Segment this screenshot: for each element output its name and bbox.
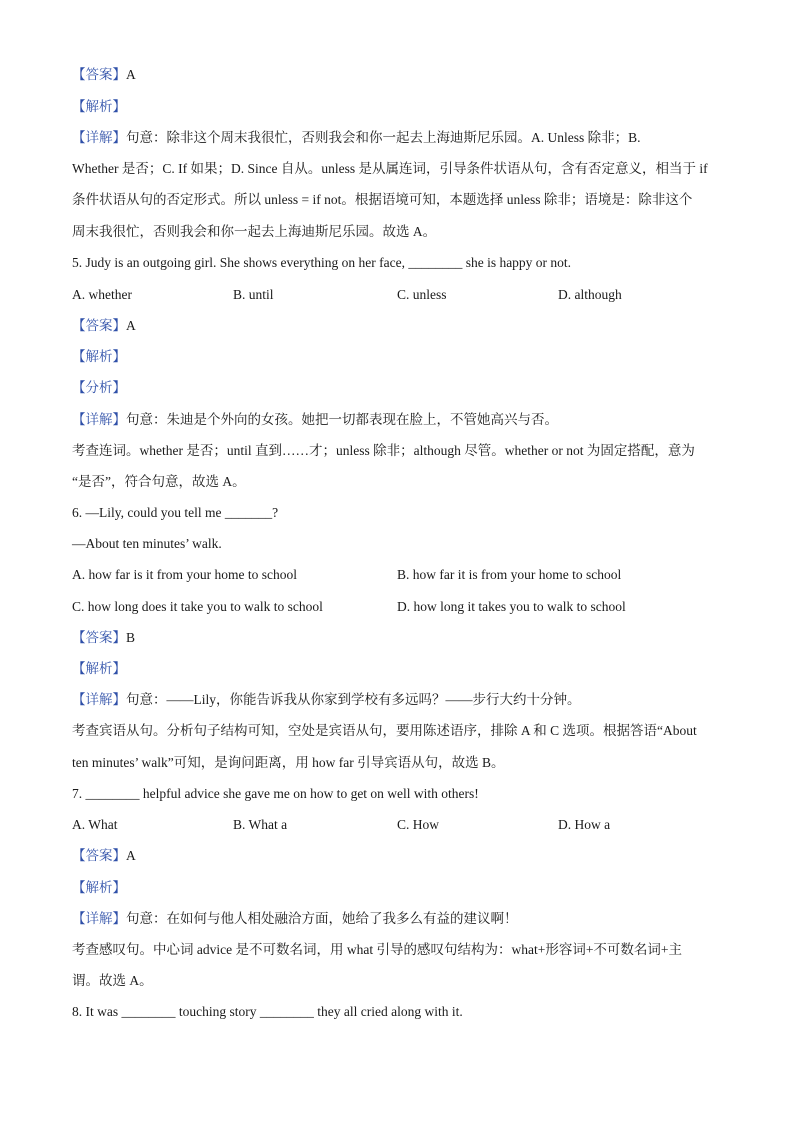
q7-option-d: D. How a [558,817,611,832]
answer-tag: 【答案】 [72,630,126,645]
q7-option-c: C. How [397,817,440,832]
q7-stem: 7. ________ helpful advice she gave me on how to get on well with others! [72,786,479,801]
q5-option-c: C. unless [397,287,447,302]
q7-analysis-tag [72,878,126,898]
q4-detail-line-4: 周末我很忙，否则我会和你一起去上海迪斯尼乐园。故选 A。 [72,224,437,239]
analysis-tag: 【解析】 [72,349,126,364]
q7-option-b: B. What a [233,817,288,832]
answer-value: B [126,630,136,645]
detail-tag: 【详解】 [72,692,126,707]
detail-text: 句意：朱迪是个外向的女孩。她把一切都表现在脸上，不管她高兴与否。 [126,412,558,427]
analysis-tag: 【解析】 [72,99,126,114]
q4-detail-line-2: Whether 是否；C. If 如果；D. Since 自从。unless 是从属连词，引导条件状语从句，含有否定意义，相当于 if [72,161,708,176]
q6-detail-line-1 [72,690,581,710]
q6-option-d: D. how long it takes you to walk to school [397,599,626,614]
q4-detail-line-1 [72,128,641,148]
q5-fenxi-tag [72,378,126,398]
answer-value: A [126,67,136,82]
q5-answer [72,316,136,336]
q6-answer [72,628,135,648]
q4-answer [72,65,136,85]
detail-tag: 【详解】 [72,412,126,427]
answer-tag: 【答案】 [72,848,126,863]
q7-detail-line-2: 考查感叹句。中心词 advice 是不可数名词，用 what 引导的感叹句结构为：what+形容词+不可数名词+主 [72,942,683,957]
q6-analysis-tag [72,659,126,679]
q6-stem: 6. —Lily, could you tell me _______? [72,505,279,520]
answer-tag: 【答案】 [72,67,126,82]
q6-reply: —About ten minutes’ walk. [72,536,222,551]
q4-analysis-tag [72,97,126,117]
q5-detail-line-2: 考查连词。whether 是否；until 直到……才；unless 除非；although 尽管。whether or not 为固定搭配，意为 [72,443,695,458]
q5-detail-line-3: “是否”，符合句意，故选 A。 [72,474,246,489]
q6-detail-line-2: 考查宾语从句。分析句子结构可知，空处是宾语从句，要用陈述语序，排除 A 和 C 选项。根据答语“About [72,723,697,738]
analysis-tag: 【解析】 [72,880,126,895]
q5-option-b: B. until [233,287,274,302]
answer-value: A [126,848,136,863]
q6-option-a: A. how far is it from your home to school [72,567,297,582]
q6-detail-line-3: ten minutes’ walk”可知，是询问距离，用 how far 引导宾语从句，故选 B。 [72,755,505,770]
fenxi-tag: 【分析】 [72,380,126,395]
q7-answer [72,846,136,866]
q5-stem: 5. Judy is an outgoing girl. She shows everything on her face, ________ she is happy or not. [72,255,572,270]
q6-option-c: C. how long does it take you to walk to school [72,599,323,614]
q8-stem: 8. It was ________ touching story ________ they all cried along with it. [72,1004,463,1019]
analysis-tag: 【解析】 [72,661,126,676]
q4-detail-line-3: 条件状语从句的否定形式。所以 unless = if not。根据语境可知，本题选择 unless 除非；语境是：除非这个 [72,192,693,207]
q5-option-d: D. although [558,287,622,302]
q5-detail-line-1 [72,410,558,430]
answer-value: A [126,318,136,333]
q7-detail-line-3: 谓。故选 A。 [72,973,153,988]
q7-option-a: A. What [72,817,118,832]
answer-tag: 【答案】 [72,318,126,333]
q5-option-a: A. whether [72,287,132,302]
q5-analysis-tag [72,347,126,367]
detail-tag: 【详解】 [72,130,126,145]
detail-tag: 【详解】 [72,911,126,926]
detail-text: 句意：——Lily，你能告诉我从你家到学校有多远吗？——步行大约十分钟。 [126,692,581,707]
q7-detail-line-1 [72,909,518,929]
q6-option-b: B. how far it is from your home to school [397,567,622,582]
detail-text: 句意：除非这个周末我很忙，否则我会和你一起去上海迪斯尼乐园。A. Unless 除非；B. [126,130,641,145]
detail-text: 句意：在如何与他人相处融洽方面，她给了我多么有益的建议啊！ [126,911,518,926]
